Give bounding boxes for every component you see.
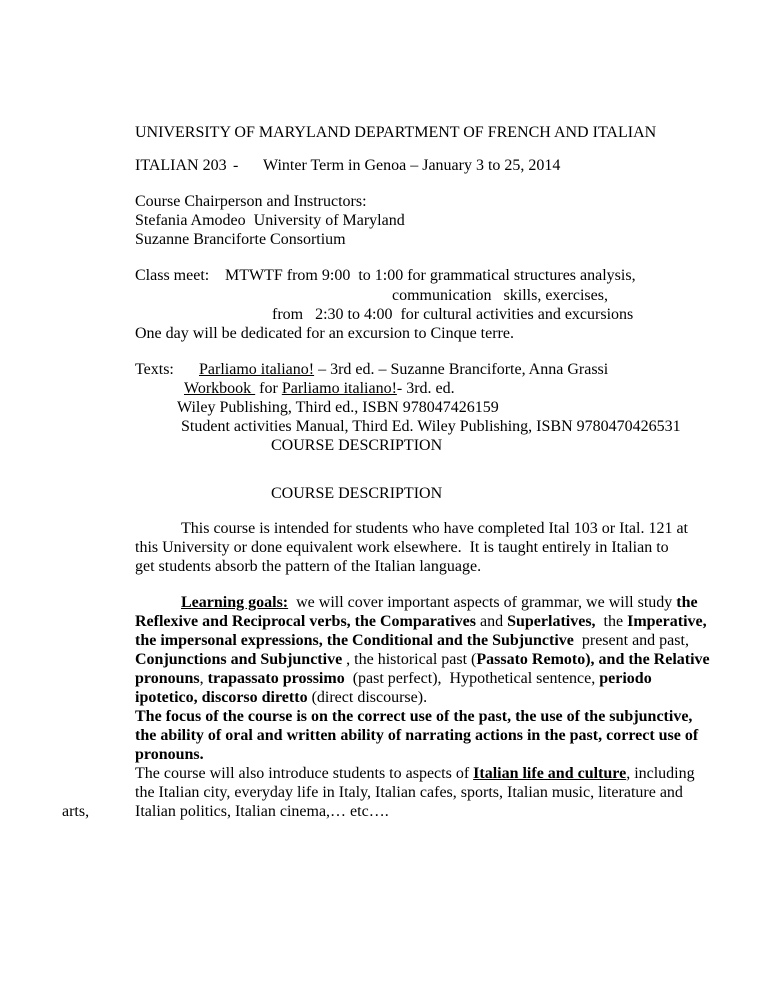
goals-text-2e: Imperative, <box>627 613 707 630</box>
book-2-for: for <box>255 380 282 397</box>
goals-line-6 <box>135 688 427 707</box>
course-dash: - <box>233 157 239 174</box>
goals-text-3b: present and past, <box>573 632 689 649</box>
margin-word: arts, <box>62 803 90 820</box>
goals-text-2c: Superlatives, <box>507 613 596 630</box>
goals-text-5a: pronouns <box>135 670 200 687</box>
schedule-line-4: One day will be dedicated for an excursion to Cinque terre. <box>135 325 514 342</box>
publisher-line-1: Wiley Publishing, Third ed., ISBN 978047426159 <box>177 399 499 416</box>
course-description-heading: COURSE DESCRIPTION <box>271 485 443 502</box>
description-line-3: get students absorb the pattern of the Italian language. <box>135 558 482 575</box>
schedule-line-1: MTWTF from 9:00 to 1:00 for grammatical structures analysis, <box>225 267 636 284</box>
learning-goals-label: Learning goals: <box>181 594 289 611</box>
goals-text-4a: Conjunctions and Subjunctive <box>135 651 343 668</box>
publisher-line-2: Student activities Manual, Third Ed. Wiley Publishing, ISBN 9780470426531 <box>181 418 681 435</box>
instructors-heading: Course Chairperson and Instructors: <box>135 193 367 210</box>
goals-line-2 <box>135 612 707 631</box>
instructor-1: Stefania Amodeo University of Maryland <box>135 212 405 229</box>
goals-text-2b: and <box>475 613 508 630</box>
goals-text-5e: periodo <box>599 670 652 687</box>
schedule-line-3: from 2:30 to 4:00 for cultural activities and excursions <box>272 306 634 323</box>
culture-line-2: the Italian city, everyday life in Italy, Italian cafes, sports, Italian music, literature and <box>135 784 683 801</box>
goals-text-6a: ipotetico, discorso diretto <box>135 689 308 706</box>
goals-text-4b: , the historical past ( <box>342 651 477 668</box>
culture-line-3: Italian politics, Italian cinema,… etc…. <box>135 803 389 820</box>
instructor-2: Suzanne Branciforte Consortium <box>135 231 346 248</box>
italian-life-culture: Italian life and culture <box>473 765 627 782</box>
book-1-title: Parliamo italiano! <box>199 361 315 378</box>
description-line-2: this University or done equivalent work elsewhere. It is taught entirely in Italian to <box>135 539 669 556</box>
goals-text-5b: , <box>199 670 208 687</box>
text-book-2 <box>184 379 455 398</box>
book-2-edition: - 3rd. ed. <box>396 380 455 397</box>
goals-line-3 <box>135 631 689 650</box>
schedule-label: Class meet: <box>135 267 210 284</box>
book-2-title: Parliamo italiano! <box>281 380 397 397</box>
culture-text-1c: , including <box>626 765 695 782</box>
focus-line-3: pronouns. <box>135 746 204 763</box>
focus-line-1: The focus of the course is on the correct use of the past, the use of the subjunctive, <box>135 708 693 725</box>
goals-text-2d: the <box>595 613 628 630</box>
goals-text-1b: the <box>676 594 698 611</box>
goals-text-5c: trapassato prossimo <box>207 670 345 687</box>
goals-line-1 <box>181 593 698 612</box>
schedule-line-2: communication skills, exercises, <box>392 287 608 304</box>
texts-label: Texts: <box>135 361 174 378</box>
goals-line-5 <box>135 669 652 688</box>
book-1-details: – 3rd ed. – Suzanne Branciforte, Anna Grassi <box>314 361 609 378</box>
course-term: Winter Term in Genoa – January 3 to 25, 2014 <box>263 157 561 174</box>
goals-text-3a: the impersonal expressions, the Conditional and the Subjunctive <box>135 632 574 649</box>
workbook-label: Workbook <box>184 380 256 397</box>
culture-text-1a: The course will also introduce students to aspects of <box>135 765 474 782</box>
focus-line-2: the ability of oral and written ability of narrating actions in the past, correct use of <box>135 727 699 744</box>
department-heading: UNIVERSITY OF MARYLAND DEPARTMENT OF FRENCH AND ITALIAN <box>135 124 657 141</box>
goals-text-5d: (past perfect), Hypothetical sentence, <box>344 670 600 687</box>
goals-text-1a: we will cover important aspects of grammar, we will study <box>288 594 677 611</box>
goals-line-4 <box>135 650 710 669</box>
text-book-1 <box>199 360 608 379</box>
description-line-1: This course is intended for students who have completed Ital 103 or Ital. 121 at <box>181 520 688 537</box>
goals-text-6b: (direct discourse). <box>307 689 428 706</box>
course-description-repeat: COURSE DESCRIPTION <box>271 437 443 454</box>
culture-line-1 <box>135 764 695 783</box>
course-code: ITALIAN 203 <box>135 157 227 174</box>
goals-text-4c: Passato Remoto), and the Relative <box>476 651 710 668</box>
goals-text-2a: Reflexive and Reciprocal verbs, the Comparatives <box>135 613 476 630</box>
